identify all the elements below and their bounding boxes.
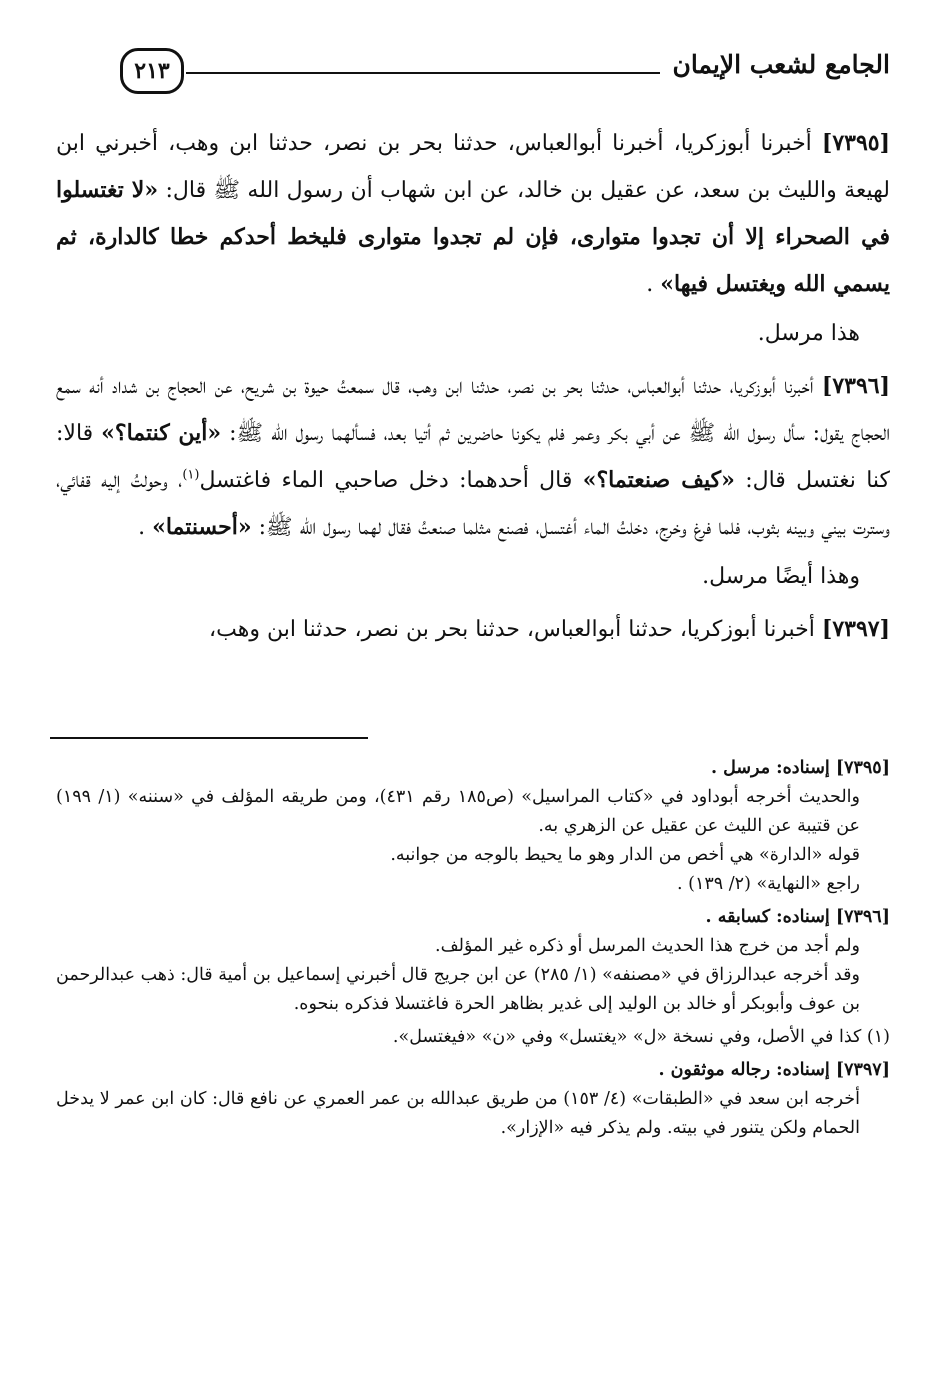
hadith-number: [٧٣٩٧] [821,616,890,642]
hadith-end: . [646,272,661,297]
hadith-end: . [138,515,153,540]
footnote-heading-7396: [٧٣٩٦] إسناده: كسابقه . [705,907,890,927]
isnad-text: أخبرنا أبوزكريا، حدثنا أبوالعباس، حدثنا بحر بن نصر، حدثنا ابن وهب، [209,617,822,642]
footnote-heading-7397: [٧٣٩٧] إسناده: رجاله موثقون . [658,1060,890,1080]
hadith-number: [٧٣٩٦] [821,373,890,399]
isnad-text: أخبرنا أبوزكريا، أخبرنا أبوالعباس، حدثنا بحر بن نصر، حدثنا ابن وهب، أخبرني ابن لهيعة والليث بن سعد، عن عقيل بن خالد، عن ابن شهاب أن رسول الله ﷺ قال: [56,131,891,203]
hadith-quote: «كيف صنعتما؟» [582,467,735,493]
hadith-quote: «أحسنتما» [152,514,252,540]
footnote-line: ولم أجد من خرج هذا الحديث المرسل أو ذكره غير المؤلف. [435,936,860,956]
footnote-line: والحديث أخرجه أبوداود في «كتاب المراسيل» (ص١٨٥ رقم ٤٣١)، ومن طريقه المؤلف في «سننه» (١/ ١٩٩) عن قتيبة عن الليث عن عقيل عن الزهري به. [56,787,860,836]
hadith-number: [٧٣٩٥] [821,130,890,156]
main-text [56,120,890,653]
hadith-7395 [56,120,890,308]
running-head [120,42,890,102]
hadith-quote: «أين كنتما؟» [101,420,222,446]
hadith-text: أخبرنا أبوزكريا، حدثنا أبوالعباس، حدثنا بحر بن نصر، حدثنا ابن وهب، قال سمعتُ حيوة بن شريح، عن الحجاج بن شداد أنه سمع الحجاج يقول: سأل رسول الله ﷺ عن أبي بكر وعمر فلم يكونا حاضرين ثم أتيا بعد، فسألهما رسول الله ﷺ: [56,374,890,446]
footnote-1: (١) كذا في الأصل، وفي نسخة «ل» «يغتسل» وفي «ن» «فيغتسل». [392,1027,890,1047]
hadith-7397 [56,606,890,653]
hadith-text: قالا: كنا نغتسل قال: [56,421,891,493]
footnotes [56,750,890,1143]
header-rule [186,72,660,74]
book-title: الجامع لشعب الإيمان [672,50,890,79]
footnote-line: راجع «النهاية» (٢/ ١٣٩) . [677,874,860,894]
footnote-separator [50,737,368,739]
footnote-line: قوله «الدارة» هي أخص من الدار وهو ما يحيط بالوجه من جوانبه. [390,845,860,865]
footnote-heading-7395: [٧٣٩٥] إسناده: مرسل . [710,758,890,778]
footnote-marker: (١) [182,467,200,483]
footnote-line: أخرجه ابن سعد في «الطبقات» (٤/ ١٥٣) من طريق عبدالله بن عمر العمري عن نافع قال: كان ابن عمر لا يدخل الحمام ولكن يتنور في بيته. ولم يذكر فيه «الإزار». [56,1089,860,1138]
hadith-text: ، وحولتُ إليه قفائي، وسترت بيني وبينه بثوب، فلما فرغ وخرج، دخلتُ الماء أغتسل، فصنع مثلما صنعتُ فقال لهما رسول الله ﷺ: [56,468,890,540]
hadith-7396 [56,363,890,551]
page-number: ٢١٣ [120,48,184,94]
hadith-text: قال أحدهما: دخل صاحبي الماء فاغتسل [199,468,583,493]
hadith-quote: «لا تغتسلوا في الصحراء إلا أن تجدوا متوارى، فإن لم تجدوا متوارى فليخط أحدكم خطا كالدارة، ثم يسمي الله ويغتسل فيها» [56,177,890,297]
footnote-line: وقد أخرجه عبدالرزاق في «مصنفه» (١/ ٢٨٥) عن ابن جريج قال أخبرني إسماعيل بن أمية قال: ذهب عبدالرحمن بن عوف وأبوبكر أو خالد بن الوليد إلى غدير بظاهر الحرة فاغتسلا فذكره بنحوه. [56,965,860,1014]
grading-note-7396: وهذا أيضًا مرسل. [702,564,860,589]
grading-note-7395: هذا مرسل. [757,321,860,346]
